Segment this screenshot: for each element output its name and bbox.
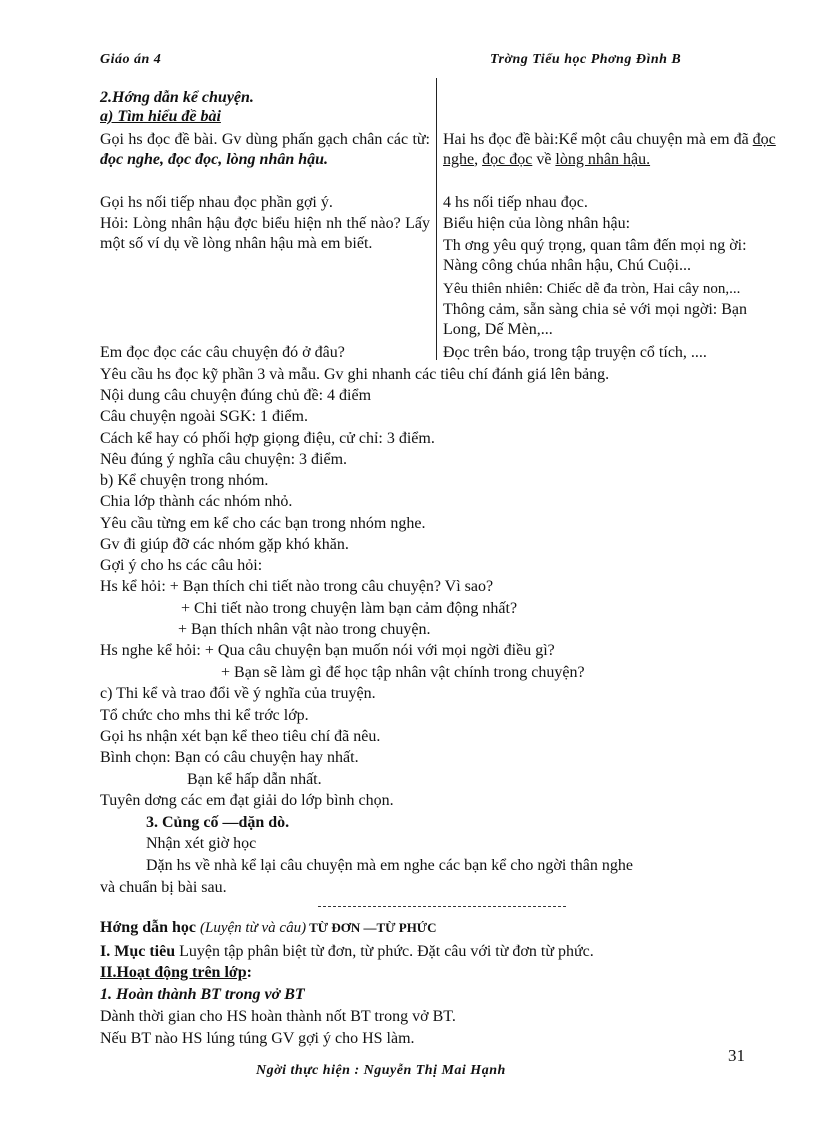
lesson-2-title-main: Hớng dẫn học: [100, 919, 200, 936]
footer-author: Ngời thực hiện : Nguyễn Thị Mai Hạnh: [256, 1063, 506, 1078]
body-line: Bạn kể hấp dẫn nhất.: [187, 771, 322, 788]
body-line: + Chi tiết nào trong chuyện làm bạn cảm động nhất?: [181, 600, 518, 617]
activity-item-1: 1. Hoàn thành BT trong vở BT: [100, 986, 305, 1003]
body-line: c) Thi kể và trao đổi về ý nghĩa của truyện.: [100, 685, 376, 702]
body-line: Tổ chức cho mhs thi kể trớc lớp.: [100, 707, 309, 724]
lesson-2-title: [100, 918, 437, 938]
right-col-r6: Thông cảm, sẵn sàng chia sẻ với mọi ngời: Bạn Long, Dế Mèn,...: [443, 301, 747, 338]
body-line: Gọi hs nhận xét bạn kể theo tiêu chí đã nêu.: [100, 728, 381, 745]
subsection-a-title: a) Tìm hiểu đề bài: [100, 108, 221, 125]
objectives-line: [100, 942, 594, 962]
left-col-p1: [100, 130, 430, 170]
body-line: Cách kể hay có phối hợp giọng điệu, cử chỉ: 3 điểm.: [100, 430, 435, 447]
page-number: 31: [728, 1046, 745, 1065]
body-line: Bình chọn: Bạn có câu chuyện hay nhất.: [100, 749, 359, 766]
section-3-line: Dặn hs về nhà kể lại câu chuyện mà em nghe các bạn kể cho ngời thân nghe: [146, 857, 633, 874]
body-line: Hs nghe kể hỏi: + Qua câu chuyện bạn muốn nói với mọi ngời điều gì?: [100, 642, 555, 659]
body-line: Nêu đúng ý nghĩa câu chuyện: 3 điểm.: [100, 451, 348, 468]
right-col-r7: Đọc trên báo, trong tập truyện cổ tích, ....: [443, 344, 707, 361]
right-col-r3: Biểu hiện của lòng nhân hậu:: [443, 215, 631, 232]
section-3-title: 3. Củng cố —dặn dò.: [146, 814, 290, 831]
right-col-r1-text: Hai hs đọc đề bài:Kể một câu chuyện mà em đã: [443, 131, 753, 148]
activity-line: Nếu BT nào HS lúng túng GV gợi ý cho HS làm.: [100, 1030, 415, 1047]
body-line: + Bạn thích nhân vật nào trong chuyện.: [178, 621, 431, 638]
left-col-p3: Hỏi: Lòng nhân hậu đợc biểu hiện nh thế nào? Lấy một số ví dụ về lòng nhân hậu mà em biết.: [100, 215, 430, 252]
body-line: Chia lớp thành các nhóm nhỏ.: [100, 493, 293, 510]
right-col-r1-u3: lòng nhân hậu.: [555, 151, 651, 168]
section-separator: [318, 906, 566, 907]
right-col-r1-u2: đọc đọc: [482, 151, 533, 168]
left-col-p1-text: Gọi hs đọc đề bài. Gv dùng phấn gạch chân các từ:: [100, 131, 430, 148]
column-divider: [436, 78, 437, 360]
header-right: Trờng Tiểu học Phơng Đình B: [490, 52, 682, 67]
section-3-line: Nhận xét giờ học: [146, 835, 257, 852]
left-col-p1-keywords: đọc nghe, đọc đọc, lòng nhân hậu.: [100, 151, 329, 168]
right-col-r2: 4 hs nối tiếp nhau đọc.: [443, 194, 588, 211]
body-line: + Bạn sẽ làm gì để học tập nhân vật chính trong chuyện?: [221, 664, 585, 681]
section-2-title: 2.Hớng dẫn kể chuyện.: [100, 89, 254, 106]
section-3-line: và chuẩn bị bài sau.: [100, 879, 227, 896]
right-col-r1: [443, 130, 785, 170]
body-line: Yêu cầu hs đọc kỹ phần 3 và mẫu. Gv ghi nhanh các tiêu chí đánh giá lên bảng.: [100, 366, 610, 383]
activity-line: Dành thời gian cho HS hoàn thành nốt BT trong vở BT.: [100, 1008, 456, 1025]
body-line: b) Kể chuyện trong nhóm.: [100, 472, 269, 489]
body-line: Nội dung câu chuyện đúng chủ đề: 4 điểm: [100, 387, 372, 404]
activities-colon: :: [246, 964, 252, 981]
left-col-p4: Em đọc đọc các câu chuyện đó ở đâu?: [100, 344, 345, 361]
body-line: Câu chuyện ngoài SGK: 1 điểm.: [100, 408, 308, 425]
right-col-r1-conj: về: [532, 151, 556, 168]
body-line: Tuyên dơng các em đạt giải do lớp bình chọn.: [100, 792, 394, 809]
header-left: Giáo án 4: [100, 52, 162, 67]
objectives-label: I. Mục tiêu: [100, 943, 176, 960]
body-line: Gv đi giúp đỡ các nhóm gặp khó khăn.: [100, 536, 349, 553]
body-line: Gợi ý cho hs các câu hỏi:: [100, 557, 263, 574]
right-col-r5: Yêu thiên nhiên: Chiếc dễ đa tròn, Hai cây non,...: [443, 281, 741, 297]
activities-label: II.Hoạt động trên lớp: [100, 964, 247, 981]
objectives-text: Luyện tập phân biệt từ đơn, từ phức. Đặt câu với từ đơn từ phức.: [175, 943, 594, 960]
activities-heading: [100, 963, 252, 983]
right-col-r4: Th ơng yêu quý trọng, quan tâm đến mọi ng ời: Nàng công chúa nhân hậu, Chú Cuội...: [443, 237, 747, 274]
left-col-p2: Gọi hs nối tiếp nhau đọc phần gợi ý.: [100, 194, 333, 211]
lesson-2-subject: (Luyện từ và câu): [200, 920, 307, 936]
lesson-2-topic: TỪ ĐƠN —TỪ PHỨC: [306, 920, 437, 935]
right-col-r1-u1: đọc nghe: [443, 131, 776, 168]
right-col-r1-sep: ,: [474, 151, 483, 168]
body-line: Yêu cầu từng em kể cho các bạn trong nhóm nghe.: [100, 515, 426, 532]
body-line: Hs kể hỏi: + Bạn thích chi tiết nào trong câu chuyện? Vì sao?: [100, 578, 494, 595]
